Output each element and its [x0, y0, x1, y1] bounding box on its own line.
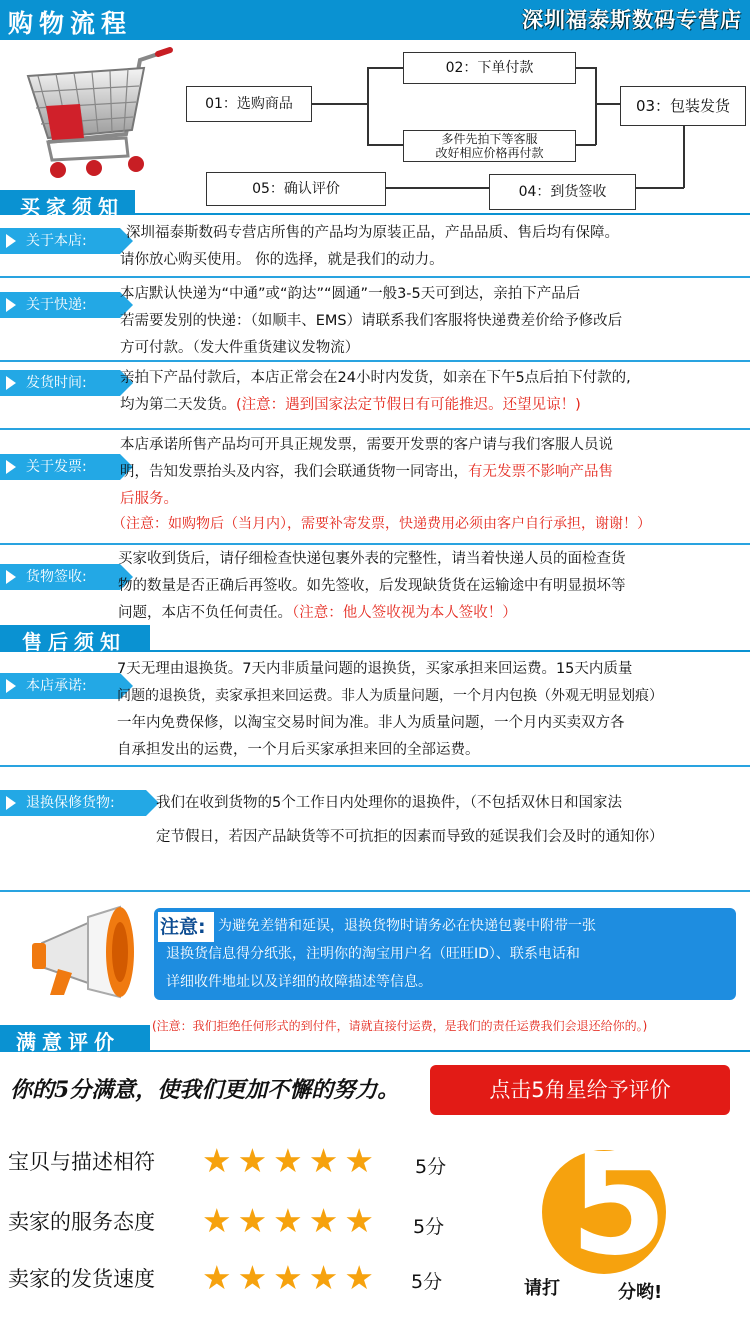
flow-connector [367, 67, 369, 145]
badge-text-left: 请打 [524, 1278, 560, 1299]
about-store-text [120, 220, 619, 274]
rating-label-1: 宝贝与描述相符 [8, 1150, 155, 1174]
rating-label-3: 卖家的发货速度 [8, 1267, 155, 1291]
return-line-1: 我们在收到货物的5个工作日内处理你的退换件，（不包括双休日和国家法 [156, 795, 622, 811]
sign-line-3: 问题，本店不负任何责任。 [118, 605, 292, 621]
about-store-line-2: 请你放心购买使用。 你的选择，就是我们的动力。 [120, 252, 444, 268]
promise-line-3: 一年内免费保修，以淘宝交易时间为准。非人为质量问题，一个月内买卖双方各 [117, 715, 625, 731]
badge-text-right: 分哟! [618, 1282, 663, 1303]
tag-promise: 本店承诺: [0, 673, 120, 699]
sign-text [118, 546, 626, 627]
rating-score-1: 5分 [415, 1156, 447, 1178]
promise-line-4: 自承担发出的运费，一个月后买家承担来回的全部运费。 [117, 742, 480, 758]
flow-connector [574, 144, 596, 146]
divider [0, 360, 750, 362]
section-title-aftersale: 售后须知 [22, 630, 126, 654]
express-text [120, 281, 622, 362]
ship-time-line-2: 均为第二天发货。 [120, 397, 236, 413]
flow-note-line-1: 多件先拍下等客服 [441, 132, 538, 146]
invoice-text [120, 432, 613, 513]
tag-ship-time: 发货时间: [0, 370, 120, 396]
rating-score-2: 5分 [413, 1216, 445, 1238]
tag-invoice: 关于发票: [0, 454, 120, 480]
flow-connector [310, 103, 368, 105]
page-title: 购物流程 [8, 9, 133, 38]
invoice-line-2: 明，告知发票抬头及内容，我们会联通货物一同寄出， [120, 464, 468, 480]
flow-note [403, 130, 576, 162]
badge-number: 5 [570, 1124, 668, 1287]
megaphone-icon [28, 905, 148, 1000]
flow-step-1: 01：选购商品 [186, 86, 312, 122]
sign-warning: （注意：他人签收视为本人签收！） [292, 605, 517, 621]
return-line-2: 定节假日，若因产品缺货等不可抗拒的因素而导致的延误我们会及时的通知你） [156, 829, 664, 845]
return-text [156, 786, 664, 854]
flow-connector [683, 124, 685, 188]
notice-line-1: 为避免差错和延误，退换货物时请务必在快递包裹中附带一张 [218, 918, 596, 934]
tag-express: 关于快递: [0, 292, 120, 318]
divider [0, 765, 750, 767]
section-title-rating: 满意评价 [16, 1030, 120, 1054]
invoice-line-3: 后服务。 [120, 491, 178, 507]
about-store-line-1: 深圳福泰斯数码专营店所售的产品均为原装正品，产品品质、售后均有保障。 [126, 225, 619, 241]
rating-stars-2[interactable]: ★★★★★ [202, 1201, 380, 1240]
flow-connector [367, 67, 403, 69]
ship-time-line-1: 亲拍下产品付款后，本店正常会在24小时内发货，如亲在下午5点后拍下付款的, [120, 370, 631, 386]
divider [0, 890, 750, 892]
sign-line-1: 买家收到货后，请仔细检查快递包裹外表的完整性，请当着快递人员的面检查货 [118, 551, 626, 567]
flow-connector [595, 67, 597, 145]
rating-stars-1[interactable]: ★★★★★ [202, 1141, 380, 1180]
divider [0, 543, 750, 545]
flow-connector [595, 103, 620, 105]
shopping-cart-image [8, 46, 178, 186]
notice-title: 注意: [160, 916, 206, 938]
invoice-line-1: 本店承诺所售产品均可开具正规发票，需要开发票的客户请与我们客服人员说 [120, 437, 613, 453]
sign-line-2: 物的数量是否正确后再签收。如先签收，后发现缺货货在运输途中有明显损坏等 [118, 578, 626, 594]
express-line-2: 若需要发别的快递：（如顺丰、EMS）请联系我们客服将快递费差价给予修改后 [120, 313, 623, 329]
flow-note-line-2: 改好相应价格再付款 [435, 146, 544, 160]
flow-step-5: 05：确认评价 [206, 172, 386, 206]
ship-time-text [120, 365, 631, 419]
express-line-3: 方可付款。（发大件重货建议发物流） [120, 340, 360, 356]
invoice-note: （注意：如购物后（当月内），需要补寄发票，快递费用必须由客户自行承担，谢谢！） [112, 516, 651, 532]
flow-connector [574, 67, 596, 69]
divider [0, 276, 750, 278]
rating-stars-3[interactable]: ★★★★★ [202, 1258, 380, 1297]
tag-about-store: 关于本店: [0, 228, 120, 254]
rating-label-2: 卖家的服务态度 [8, 1210, 155, 1234]
rating-warning: (注意：我们拒绝任何形式的到付件，请就直接付运费，是我们的责任运费我们会退还给你的。) [152, 1019, 648, 1033]
notice-line-3: 详细收件地址以及详细的故障描述等信息。 [166, 974, 432, 990]
rating-score-3: 5分 [411, 1271, 443, 1293]
notice-text [166, 912, 596, 996]
section-title-buyer: 买家须知 [20, 195, 124, 219]
notice-line-2: 退换货信息得分纸张，注明你的淘宝用户名（旺旺ID）、联系电话和 [166, 946, 580, 962]
invoice-line-2-red: 有无发票不影响产品售 [468, 464, 613, 480]
promise-line-1: 7天无理由退换货。7天内非质量问题的退换货，买家承担来回运费。15天内质量 [117, 661, 633, 677]
flow-step-2: 02：下单付款 [403, 52, 576, 84]
flow-connector [634, 187, 684, 189]
flow-connector [367, 144, 403, 146]
tag-return: 退换保修货物: [0, 790, 146, 816]
promise-text [117, 656, 663, 764]
express-line-1: 本店默认快递为“中通”或“韵达”“圆通”一般3-5天可到达，亲拍下产品后 [120, 286, 581, 302]
flow-connector [384, 187, 489, 189]
rate-button[interactable]: 点击5角星给予评价 [430, 1065, 730, 1115]
flow-step-4: 04：到货签收 [489, 174, 636, 210]
ship-time-warning: (注意：遇到国家法定节假日有可能推迟。还望见谅！) [236, 397, 581, 413]
promise-line-2: 问题的退换货，卖家承担来回运费。非人为质量问题，一个月内包换（外观无明显划痕） [117, 688, 663, 704]
tag-sign: 货物签收: [0, 564, 120, 590]
score-badge [524, 1124, 700, 1310]
rating-slogan: 你的5分满意，使我们更加不懈的努力。 [10, 1077, 400, 1103]
divider [0, 428, 750, 430]
shop-name: 深圳福泰斯数码专营店 [522, 8, 742, 32]
flow-step-3: 03：包装发货 [620, 86, 746, 126]
